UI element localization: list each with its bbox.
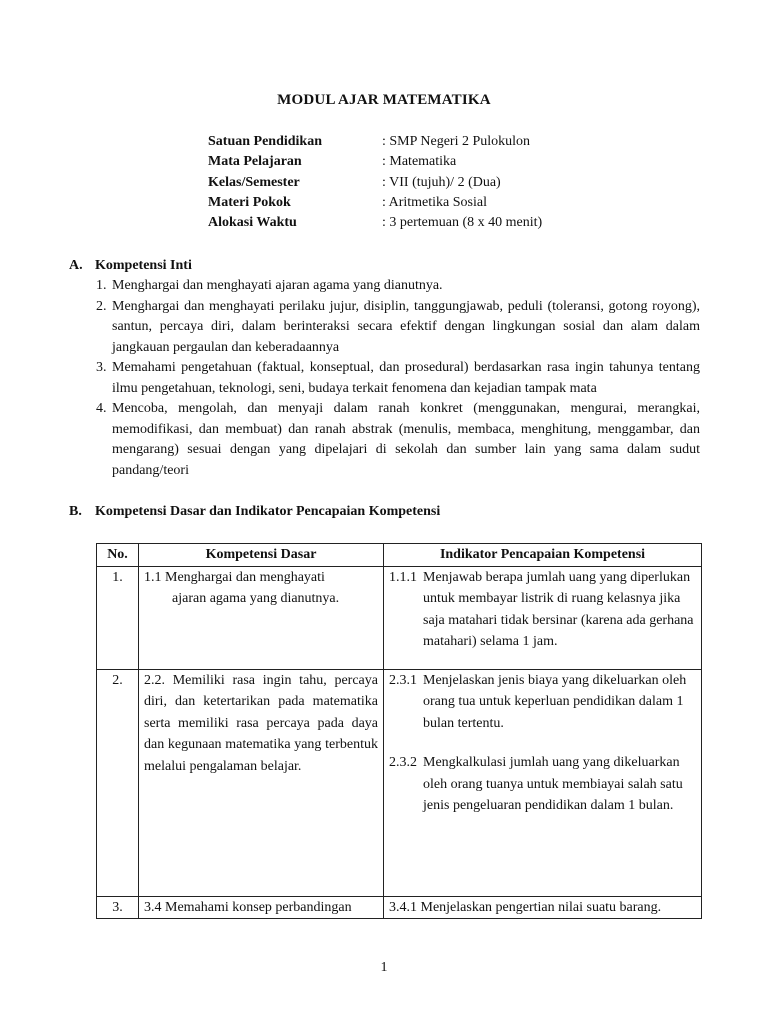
kompetensi-dasar-text: 2.2. Memiliki rasa ingin tahu, percaya diri, dan ketertarikan pada matematika serta memiliki rasa percaya pada daya dan kegunaan matematika yang terbentuk melalui pengalaman belajar. — [144, 672, 378, 774]
indikator-item — [389, 670, 696, 735]
identity-value: : Aritmetika Sosial — [382, 195, 487, 210]
section-title: Kompetensi Inti — [95, 258, 192, 273]
indikator-item — [389, 752, 696, 817]
indikator-cell — [384, 896, 702, 919]
indikator-text: Mengkalkulasi jumlah uang yang dikeluarkan oleh orang tuanya untuk membiayai salah satu jenis pengeluaran pendidikan dalam 1 bulan. — [423, 755, 683, 813]
identity-label: Mata Pelajaran — [208, 154, 302, 169]
row-number: 3. — [97, 896, 139, 919]
list-item-text: Memahami pengetahuan (faktual, konseptual, dan prosedural) berdasarkan rasa ingin tahunya tentang ilmu pengetahuan, teknologi, seni, budaya terkait fenomena dan kejadian tampak mata — [112, 360, 700, 396]
kompetensi-dasar-cell — [139, 669, 384, 896]
table-row — [97, 566, 702, 669]
kompetensi-table — [96, 543, 702, 919]
section-title: Kompetensi Dasar dan Indikator Pencapaian Kompetensi — [95, 504, 441, 519]
column-header-indikator: Indikator Pencapaian Kompetensi — [384, 544, 702, 567]
indikator-number: 3.4.1 — [389, 899, 417, 915]
list-item-number: 3. — [96, 360, 107, 375]
list-item — [96, 399, 700, 481]
indikator-number: 2.3.1 — [389, 672, 417, 688]
identity-label: Kelas/Semester — [208, 175, 300, 190]
list-item-number: 4. — [96, 401, 107, 416]
list-item-text: Mencoba, mengolah, dan menyaji dalam ranah konkret (menggunakan, mengurai, merangkai, memodifikasi, dan membuat) dan ranah abstrak (menulis, membaca, menghitung, menggambar, dan mengarang) sesuai dengan yang dipelajari di sekolah dan sumber lain yang sama dalam sudut pandang/teori — [112, 401, 700, 478]
identity-value: : SMP Negeri 2 Pulokulon — [382, 134, 531, 149]
spacer — [389, 734, 696, 752]
list-item-number: 2. — [96, 298, 107, 314]
identity-value: : Matematika — [382, 154, 457, 169]
kompetensi-dasar-cell — [139, 566, 384, 669]
indikator-number: 1.1.1 — [389, 569, 417, 585]
kompetensi-dasar-cell — [139, 896, 384, 919]
indikator-text: Menjawab berapa jumlah uang yang diperlukan untuk membayar listrik di ruang kelasnya jika saja matahari tidak bersinar (karena ada gerhana matahari) selama 1 jam. — [423, 569, 694, 649]
identity-label: Alokasi Waktu — [208, 215, 297, 230]
list-item-text: Menghargai dan menghayati perilaku jujur, disiplin, tanggungjawab, peduli (toleransi, gotong royong), santun, percaya diri, dalam berinteraksi secara efektif dengan lingkungan sosial dan alam dalam jangkauan pergaulan dan keberadaannya — [112, 298, 700, 355]
kompetensi-dasar-text: 1.1 Menghargai dan menghayati — [144, 569, 325, 585]
document-title: MODUL AJAR MATEMATIKA — [277, 92, 491, 108]
section-letter: B. — [69, 504, 82, 519]
indikator-item — [389, 567, 696, 653]
row-number: 1. — [97, 566, 139, 669]
identity-value: : 3 pertemuan (8 x 40 menit) — [382, 215, 543, 230]
kompetensi-dasar-text: 3.4 Memahami konsep perbandingan — [144, 899, 352, 915]
list-item-text: Menghargai dan menghayati ajaran agama yang dianutnya. — [112, 278, 443, 293]
identity-value: : VII (tujuh)/ 2 (Dua) — [382, 175, 501, 190]
section-letter: A. — [69, 258, 83, 273]
indikator-text: Menjelaskan jenis biaya yang dikeluarkan oleh orang tua untuk keperluan pendidikan dalam 1 bulan tertentu. — [423, 672, 687, 731]
table-header-row — [97, 544, 702, 567]
page-number: 1 — [380, 960, 388, 975]
identity-label: Satuan Pendidikan — [208, 134, 322, 149]
list-item — [96, 297, 700, 359]
list-item — [96, 276, 700, 297]
indikator-number: 2.3.2 — [389, 755, 417, 770]
indikator-text: Menjelaskan pengertian nilai suatu barang. — [420, 899, 662, 915]
identity-label: Materi Pokok — [208, 195, 291, 210]
list-item — [96, 358, 700, 399]
column-header-kompetensi-dasar: Kompetensi Dasar — [139, 544, 384, 567]
indikator-cell — [384, 669, 702, 896]
column-header-no: No. — [97, 544, 139, 567]
row-number: 2. — [97, 669, 139, 896]
table-row — [97, 896, 702, 919]
indikator-cell — [384, 566, 702, 669]
kompetensi-dasar-text: ajaran agama yang dianutnya. — [172, 591, 340, 606]
table-row — [97, 669, 702, 896]
kompetensi-inti-list — [96, 276, 700, 481]
list-item-number: 1. — [96, 278, 107, 293]
